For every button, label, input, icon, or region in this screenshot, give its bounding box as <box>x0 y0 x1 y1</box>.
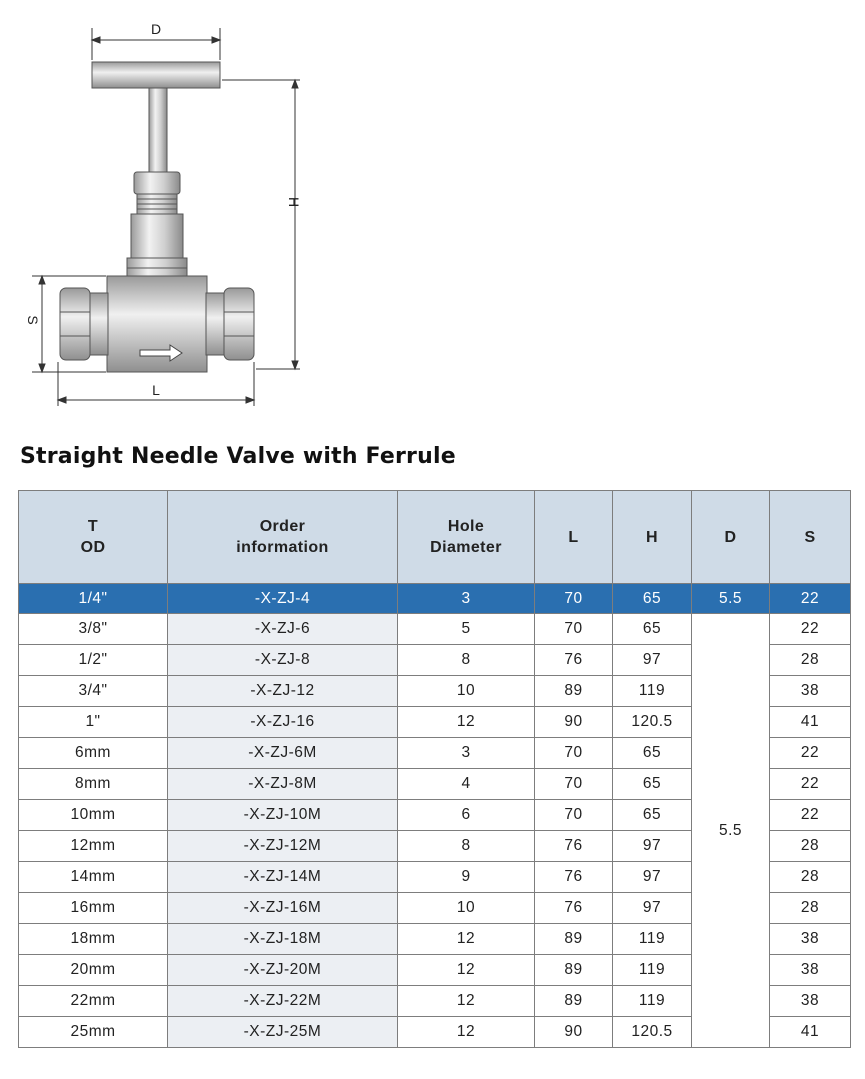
header-l: L <box>535 491 613 584</box>
cell-order: -X-ZJ-6M <box>168 738 398 769</box>
cell-od: 1/4" <box>19 584 168 614</box>
cell-od: 1" <box>19 707 168 738</box>
cell-l: 76 <box>535 862 613 893</box>
cell-od: 25mm <box>19 1017 168 1048</box>
cell-hole-diameter: 6 <box>398 800 535 831</box>
dim-label-d: D <box>150 21 162 37</box>
cell-s: 22 <box>770 584 851 614</box>
cell-l: 70 <box>535 769 613 800</box>
cell-hole-diameter: 12 <box>398 924 535 955</box>
cell-s: 28 <box>770 645 851 676</box>
page-title: Straight Needle Valve with Ferrule <box>20 444 456 469</box>
cell-s: 22 <box>770 769 851 800</box>
valve-body <box>107 276 207 372</box>
cell-order: -X-ZJ-16 <box>168 707 398 738</box>
spec-table <box>18 490 851 1048</box>
cell-h: 65 <box>613 614 692 645</box>
cell-s: 41 <box>770 1017 851 1048</box>
cell-order: -X-ZJ-12M <box>168 831 398 862</box>
header-od: T OD <box>19 491 168 584</box>
table-row <box>19 584 851 614</box>
dim-label-h: H <box>286 196 302 208</box>
cell-s: 22 <box>770 614 851 645</box>
header-order-information: Order information <box>168 491 398 584</box>
cell-l: 70 <box>535 614 613 645</box>
cell-l: 89 <box>535 924 613 955</box>
cell-order: -X-ZJ-22M <box>168 986 398 1017</box>
cell-h: 65 <box>613 800 692 831</box>
cell-od: 1/2" <box>19 645 168 676</box>
cell-h: 65 <box>613 738 692 769</box>
cell-h: 97 <box>613 862 692 893</box>
cell-l: 76 <box>535 893 613 924</box>
header-s: S <box>770 491 851 584</box>
cell-s: 38 <box>770 955 851 986</box>
cell-l: 76 <box>535 645 613 676</box>
cell-s: 28 <box>770 893 851 924</box>
header-hole-diameter: Hole Diameter <box>398 491 535 584</box>
cell-l: 89 <box>535 676 613 707</box>
cell-hole-diameter: 10 <box>398 893 535 924</box>
cell-order: -X-ZJ-16M <box>168 893 398 924</box>
cell-l: 76 <box>535 831 613 862</box>
valve-handle <box>92 62 220 88</box>
cell-l: 89 <box>535 986 613 1017</box>
cell-order: -X-ZJ-6 <box>168 614 398 645</box>
header-d: D <box>692 491 770 584</box>
cell-h: 119 <box>613 955 692 986</box>
cell-h: 97 <box>613 893 692 924</box>
cell-s: 22 <box>770 800 851 831</box>
cell-od: 16mm <box>19 893 168 924</box>
cell-s: 28 <box>770 831 851 862</box>
cell-hole-diameter: 12 <box>398 707 535 738</box>
cell-hole-diameter: 3 <box>398 584 535 614</box>
cell-s: 22 <box>770 738 851 769</box>
cell-h: 65 <box>613 769 692 800</box>
cell-od: 10mm <box>19 800 168 831</box>
cell-l: 70 <box>535 738 613 769</box>
cell-od: 20mm <box>19 955 168 986</box>
cell-od: 6mm <box>19 738 168 769</box>
cell-order: -X-ZJ-4 <box>168 584 398 614</box>
cell-od: 22mm <box>19 986 168 1017</box>
cell-l: 90 <box>535 707 613 738</box>
table-header-row <box>19 491 851 584</box>
cell-l: 90 <box>535 1017 613 1048</box>
cell-order: -X-ZJ-14M <box>168 862 398 893</box>
cell-od: 8mm <box>19 769 168 800</box>
cell-hole-diameter: 12 <box>398 1017 535 1048</box>
cell-h: 119 <box>613 986 692 1017</box>
cell-od: 18mm <box>19 924 168 955</box>
cell-h: 97 <box>613 831 692 862</box>
cell-h: 119 <box>613 924 692 955</box>
cell-s: 38 <box>770 676 851 707</box>
cell-hole-diameter: 10 <box>398 676 535 707</box>
cell-hole-diameter: 3 <box>398 738 535 769</box>
valve-stem <box>149 88 167 172</box>
cell-l: 89 <box>535 955 613 986</box>
cell-order: -X-ZJ-8M <box>168 769 398 800</box>
cell-d-merged: 5.5 <box>692 614 770 1048</box>
cell-hole-diameter: 5 <box>398 614 535 645</box>
cell-order: -X-ZJ-12 <box>168 676 398 707</box>
cell-h: 97 <box>613 645 692 676</box>
cell-hole-diameter: 9 <box>398 862 535 893</box>
cell-l: 70 <box>535 584 613 614</box>
cell-order: -X-ZJ-8 <box>168 645 398 676</box>
cell-s: 28 <box>770 862 851 893</box>
cell-hole-diameter: 12 <box>398 986 535 1017</box>
table-row <box>19 614 851 645</box>
cell-l: 70 <box>535 800 613 831</box>
cell-h: 120.5 <box>613 1017 692 1048</box>
cell-order: -X-ZJ-25M <box>168 1017 398 1048</box>
cell-order: -X-ZJ-10M <box>168 800 398 831</box>
cell-order: -X-ZJ-18M <box>168 924 398 955</box>
cell-od: 14mm <box>19 862 168 893</box>
cell-od: 3/8" <box>19 614 168 645</box>
cell-order: -X-ZJ-20M <box>168 955 398 986</box>
valve-dimension-drawing <box>0 0 330 420</box>
cell-od: 3/4" <box>19 676 168 707</box>
cell-hole-diameter: 12 <box>398 955 535 986</box>
cell-hole-diameter: 8 <box>398 831 535 862</box>
dim-label-s: S <box>25 315 41 325</box>
dim-label-l: L <box>152 382 160 398</box>
cell-od: 12mm <box>19 831 168 862</box>
cell-hole-diameter: 8 <box>398 645 535 676</box>
cell-s: 38 <box>770 924 851 955</box>
cell-h: 120.5 <box>613 707 692 738</box>
cell-s: 41 <box>770 707 851 738</box>
cell-hole-diameter: 4 <box>398 769 535 800</box>
cell-s: 38 <box>770 986 851 1017</box>
cell-d: 5.5 <box>692 584 770 614</box>
cell-h: 119 <box>613 676 692 707</box>
header-h: H <box>613 491 692 584</box>
cell-h: 65 <box>613 584 692 614</box>
